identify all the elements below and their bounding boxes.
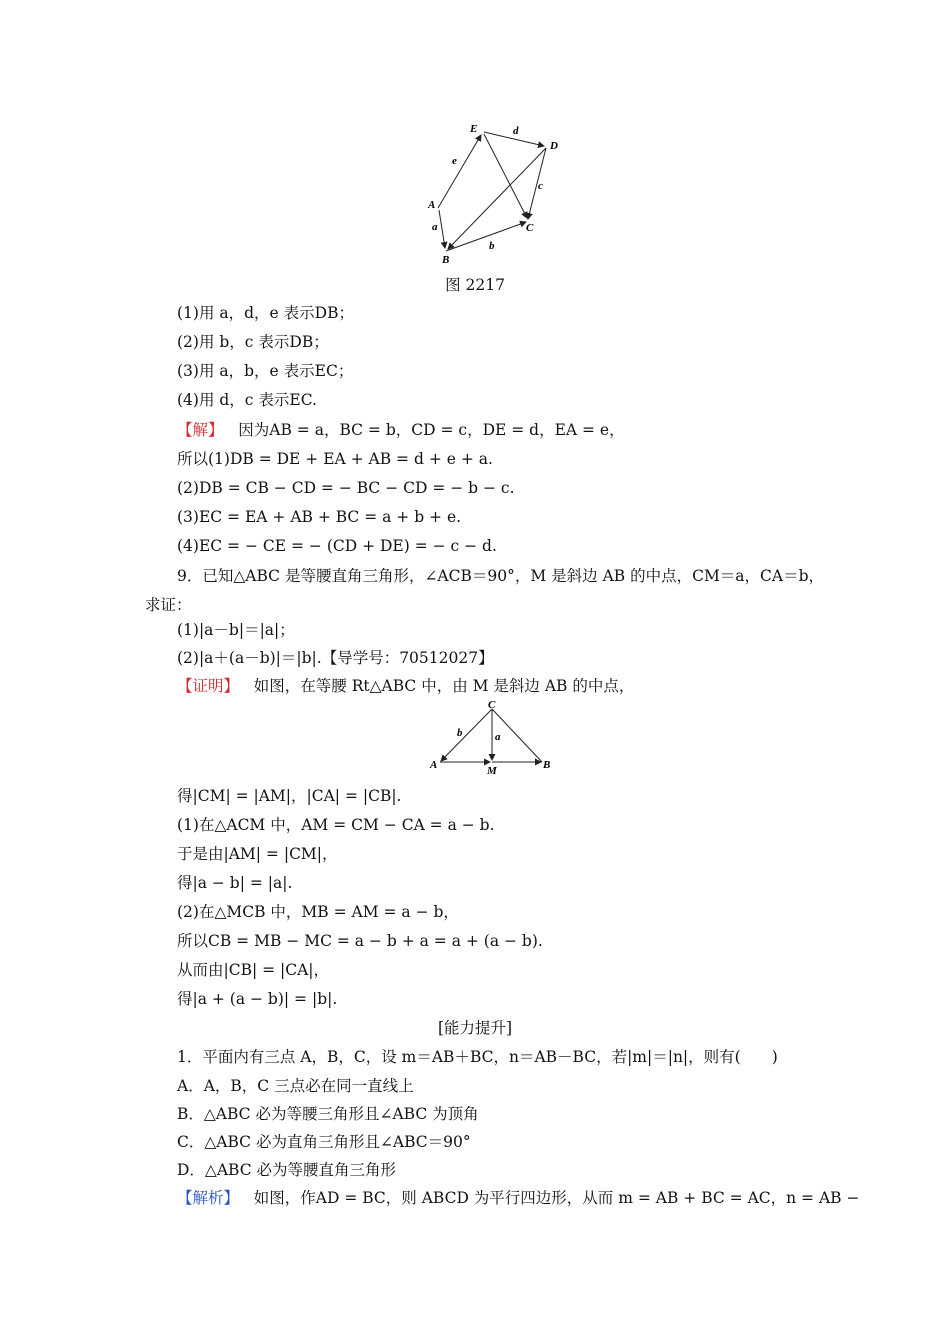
analysis-text: 如图，作AD = BC，则 ABCD 为平行四边形，从而 m = AB + BC = AC，n = AB − — [253, 1189, 860, 1207]
vector-label: a — [432, 221, 438, 233]
point-label: A — [428, 199, 436, 211]
vector-figure-triangle — [428, 700, 558, 780]
proof-line: (2)在△MCB 中，MB = AM = a − b， — [177, 903, 459, 921]
point-label: C — [488, 700, 496, 711]
vector-label: c — [538, 180, 543, 192]
problem-9-part: (2)|a＋(a－b)|＝|b|.【导学号：70512027】 — [177, 649, 494, 667]
proof-tag: 【证明】 — [177, 677, 240, 695]
option-c: C．△ABC 必为直角三角形且∠ABC＝90° — [177, 1133, 471, 1151]
proof-line: (1)在△ACM 中，AM = CM − CA = a − b. — [177, 816, 495, 834]
proof-line: 得|CM| = |AM|，|CA| = |CB|. — [177, 787, 402, 805]
problem-9-stem: 9．已知△ABC 是等腰直角三角形，∠ACB＝90°，M 是斜边 AB 的中点，CM＝a，CA＝b， — [177, 567, 825, 585]
point-label: C — [526, 222, 534, 234]
point-label: E — [470, 123, 478, 135]
solution-line: (4)EC = − CE = − (CD + DE) = − c − d. — [177, 537, 497, 555]
proof-intro — [177, 676, 634, 696]
question-part: (4)用 d，c 表示EC. — [177, 391, 317, 409]
vector-label: e — [452, 155, 457, 167]
point-label: D — [550, 140, 558, 152]
vector-figure-pentagon — [410, 118, 570, 268]
vector-label: d — [513, 125, 519, 137]
option-d: D．△ABC 必为等腰直角三角形 — [177, 1161, 397, 1179]
point-label: B — [543, 759, 551, 771]
vector-b — [446, 222, 526, 251]
proof-line: 于是由|AM| = |CM|， — [177, 845, 338, 863]
question-part: (3)用 a，b，e 表示EC； — [177, 362, 354, 380]
analysis-tag: 【解析】 — [177, 1189, 240, 1207]
option-a: A．A，B，C 三点必在同一直线上 — [177, 1077, 414, 1095]
solution-line: (3)EC = EA + AB + BC = a + b + e. — [177, 508, 462, 526]
question-part: (1)用 a，d，e 表示DB； — [177, 304, 354, 322]
solution-text: 因为AB = a，BC = b，CD = c，DE = d，EA = e， — [238, 421, 625, 439]
figure-caption: 图 2217 — [445, 276, 505, 294]
vector-b — [441, 709, 492, 761]
option-b: B．△ABC 必为等腰三角形且∠ABC 为顶角 — [177, 1105, 479, 1123]
analysis-intro — [177, 1188, 859, 1208]
solution-intro — [177, 420, 625, 440]
solution-tag: 【解】 — [177, 421, 224, 439]
solution-line: (2)DB = CB − CD = − BC − CD = − b − c. — [177, 479, 515, 497]
vector-e — [438, 135, 481, 208]
proof-line: 从而由|CB| = |CA|， — [177, 961, 330, 979]
solution-line: 所以(1)DB = DE + EA + AB = d + e + a. — [177, 450, 493, 468]
vector-c — [528, 148, 546, 219]
vector-a — [439, 210, 445, 248]
problem-9-part: (1)|a－b|＝|a|； — [177, 621, 295, 639]
proof-line: 所以CB = MB − MC = a − b + a = a + (a − b). — [177, 932, 543, 950]
vector-label: a — [495, 731, 501, 743]
proof-text: 如图，在等腰 Rt△ABC 中，由 M 是斜边 AB 的中点， — [253, 677, 635, 695]
point-label: M — [487, 765, 497, 777]
section-title: [能力提升] — [437, 1019, 513, 1037]
problem-9-stem-cont: 求证： — [145, 596, 192, 614]
question-1-stem: 1．平面内有三点 A，B，C，设 m＝AB＋BC，n＝AB－BC，若|m|＝|n|，则有( ) — [177, 1048, 778, 1066]
proof-line: 得|a − b| = |a|. — [177, 874, 293, 892]
point-label: B — [442, 254, 450, 266]
vector-label: b — [457, 727, 463, 739]
proof-line: 得|a + (a − b)| = |b|. — [177, 990, 338, 1008]
question-part: (2)用 b，c 表示DB； — [177, 333, 329, 351]
vector-label: b — [489, 240, 495, 252]
point-label: A — [430, 759, 438, 771]
